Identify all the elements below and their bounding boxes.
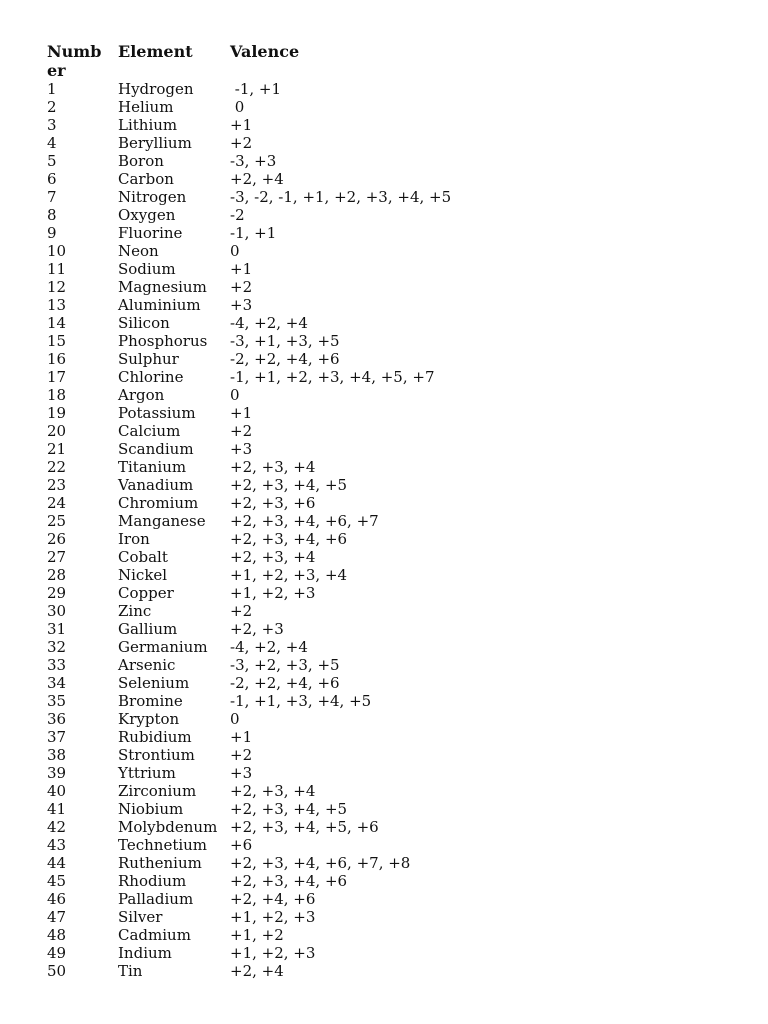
table-row — [47, 926, 727, 944]
table-row — [47, 620, 727, 638]
row-element: Ruthenium — [118, 854, 202, 872]
row-valence: +1, +2, +3 — [230, 944, 316, 962]
table-row — [47, 80, 727, 98]
table-body — [47, 80, 727, 980]
row-number: 42 — [47, 818, 67, 836]
row-element: Neon — [118, 242, 159, 260]
row-valence: -4, +2, +4 — [230, 314, 308, 332]
row-number: 26 — [47, 530, 67, 548]
table-row — [47, 872, 727, 890]
row-number: 2 — [47, 98, 57, 116]
row-element: Tin — [118, 962, 143, 980]
table-row — [47, 764, 727, 782]
row-valence: +2, +3, +4 — [230, 548, 316, 566]
row-valence: +1, +2 — [230, 926, 284, 944]
row-number: 15 — [47, 332, 67, 350]
row-valence: +2 — [230, 746, 253, 764]
row-element: Bromine — [118, 692, 183, 710]
row-element: Cobalt — [118, 548, 168, 566]
row-valence: +3 — [230, 764, 253, 782]
row-element: Germanium — [118, 638, 208, 656]
row-number: 39 — [47, 764, 67, 782]
row-number: 30 — [47, 602, 67, 620]
row-element: Yttrium — [118, 764, 176, 782]
table-row — [47, 710, 727, 728]
row-element: Sulphur — [118, 350, 179, 368]
table-row — [47, 602, 727, 620]
table-row — [47, 656, 727, 674]
table-row — [47, 674, 727, 692]
row-number: 10 — [47, 242, 67, 260]
row-valence: +2, +4 — [230, 170, 284, 188]
table-row — [47, 440, 727, 458]
table-row — [47, 746, 727, 764]
row-element: Cadmium — [118, 926, 191, 944]
table-row — [47, 296, 727, 314]
row-valence: +2, +3, +4, +6 — [230, 872, 348, 890]
row-number: 16 — [47, 350, 67, 368]
row-valence: +2, +3, +4, +5 — [230, 476, 348, 494]
table-row — [47, 476, 727, 494]
row-element: Zirconium — [118, 782, 197, 800]
row-valence: +2, +3, +4, +5 — [230, 800, 348, 818]
row-valence: +2, +3, +4, +6, +7 — [230, 512, 379, 530]
row-number: 4 — [47, 134, 57, 152]
row-element: Argon — [118, 386, 165, 404]
row-valence: -3, +1, +3, +5 — [230, 332, 340, 350]
row-valence: +2 — [230, 422, 253, 440]
table-header — [47, 42, 727, 80]
row-number: 25 — [47, 512, 67, 530]
row-element: Lithium — [118, 116, 178, 134]
table-row — [47, 584, 727, 602]
row-number: 20 — [47, 422, 67, 440]
row-number: 28 — [47, 566, 67, 584]
row-valence: +1 — [230, 116, 253, 134]
row-valence: +2, +3, +4, +6, +7, +8 — [230, 854, 411, 872]
row-valence: -4, +2, +4 — [230, 638, 308, 656]
table-row — [47, 368, 727, 386]
table-row — [47, 944, 727, 962]
row-number: 12 — [47, 278, 67, 296]
row-element: Arsenic — [118, 656, 176, 674]
row-element: Magnesium — [118, 278, 207, 296]
row-element: Indium — [118, 944, 172, 962]
row-number: 33 — [47, 656, 67, 674]
row-valence: +1 — [230, 260, 253, 278]
header-number: Number — [47, 42, 102, 80]
row-valence: 0 — [230, 242, 240, 260]
row-valence: -1, +1 — [230, 80, 282, 98]
row-element: Copper — [118, 584, 174, 602]
row-valence: +2 — [230, 278, 253, 296]
row-element: Technetium — [118, 836, 208, 854]
header-element: Element — [118, 42, 193, 61]
row-element: Hydrogen — [118, 80, 194, 98]
row-valence: 0 — [230, 710, 240, 728]
table-row — [47, 800, 727, 818]
table-row — [47, 98, 727, 116]
row-valence: -2 — [230, 206, 245, 224]
row-element: Rhodium — [118, 872, 187, 890]
row-valence: +1, +2, +3 — [230, 584, 316, 602]
row-element: Fluorine — [118, 224, 183, 242]
table-row — [47, 116, 727, 134]
row-element: Molybdenum — [118, 818, 218, 836]
row-element: Selenium — [118, 674, 190, 692]
row-number: 32 — [47, 638, 67, 656]
row-number: 35 — [47, 692, 67, 710]
table-row — [47, 206, 727, 224]
row-valence: 0 — [230, 98, 245, 116]
row-element: Zinc — [118, 602, 152, 620]
row-element: Gallium — [118, 620, 178, 638]
table-row — [47, 908, 727, 926]
row-element: Silver — [118, 908, 163, 926]
row-element: Helium — [118, 98, 174, 116]
row-number: 45 — [47, 872, 67, 890]
table-row — [47, 332, 727, 350]
row-number: 36 — [47, 710, 67, 728]
row-number: 6 — [47, 170, 57, 188]
table-row — [47, 566, 727, 584]
row-number: 38 — [47, 746, 67, 764]
row-number: 9 — [47, 224, 57, 242]
row-valence: +1, +2, +3, +4 — [230, 566, 348, 584]
row-element: Krypton — [118, 710, 180, 728]
row-number: 37 — [47, 728, 67, 746]
row-element: Nitrogen — [118, 188, 187, 206]
row-valence: +2, +3, +4 — [230, 782, 316, 800]
table-row — [47, 782, 727, 800]
row-element: Beryllium — [118, 134, 192, 152]
table-row — [47, 134, 727, 152]
row-number: 49 — [47, 944, 67, 962]
row-element: Chlorine — [118, 368, 184, 386]
table-row — [47, 386, 727, 404]
row-element: Rubidium — [118, 728, 192, 746]
row-element: Strontium — [118, 746, 195, 764]
row-element: Phosphorus — [118, 332, 208, 350]
table-row — [47, 548, 727, 566]
row-number: 7 — [47, 188, 57, 206]
row-number: 47 — [47, 908, 67, 926]
row-valence: +2 — [230, 134, 253, 152]
table-row — [47, 530, 727, 548]
table-row — [47, 890, 727, 908]
row-element: Palladium — [118, 890, 194, 908]
row-valence: +2, +3, +4 — [230, 458, 316, 476]
row-number: 1 — [47, 80, 57, 98]
table-row — [47, 692, 727, 710]
row-valence: +2 — [230, 602, 253, 620]
row-number: 11 — [47, 260, 67, 278]
row-number: 3 — [47, 116, 57, 134]
row-number: 29 — [47, 584, 67, 602]
row-number: 50 — [47, 962, 67, 980]
row-valence: +3 — [230, 440, 253, 458]
row-element: Aluminium — [118, 296, 201, 314]
row-valence: +2, +3, +6 — [230, 494, 316, 512]
table-row — [47, 152, 727, 170]
row-number: 43 — [47, 836, 67, 854]
table-row — [47, 422, 727, 440]
row-number: 34 — [47, 674, 67, 692]
row-number: 19 — [47, 404, 67, 422]
row-element: Boron — [118, 152, 164, 170]
row-valence: +2, +3, +4, +5, +6 — [230, 818, 379, 836]
row-element: Vanadium — [118, 476, 194, 494]
row-element: Carbon — [118, 170, 174, 188]
row-valence: +1 — [230, 728, 253, 746]
row-valence: +6 — [230, 836, 253, 854]
row-number: 18 — [47, 386, 67, 404]
row-number: 41 — [47, 800, 67, 818]
row-valence: +3 — [230, 296, 253, 314]
table-row — [47, 188, 727, 206]
table-row — [47, 818, 727, 836]
row-element: Calcium — [118, 422, 181, 440]
table-row — [47, 170, 727, 188]
row-valence: -3, +2, +3, +5 — [230, 656, 340, 674]
row-valence: -1, +1, +2, +3, +4, +5, +7 — [230, 368, 435, 386]
table-row — [47, 260, 727, 278]
row-number: 44 — [47, 854, 67, 872]
row-number: 17 — [47, 368, 67, 386]
row-valence: 0 — [230, 386, 240, 404]
row-valence: -2, +2, +4, +6 — [230, 674, 340, 692]
row-number: 27 — [47, 548, 67, 566]
row-element: Sodium — [118, 260, 176, 278]
row-element: Manganese — [118, 512, 206, 530]
row-valence: -3, -2, -1, +1, +2, +3, +4, +5 — [230, 188, 452, 206]
row-valence: -3, +3 — [230, 152, 277, 170]
row-valence: +1 — [230, 404, 253, 422]
row-element: Potassium — [118, 404, 196, 422]
row-number: 23 — [47, 476, 67, 494]
row-number: 22 — [47, 458, 67, 476]
row-valence: +2, +3 — [230, 620, 284, 638]
table-row — [47, 854, 727, 872]
row-valence: -1, +1 — [230, 224, 277, 242]
table-row — [47, 350, 727, 368]
table-row — [47, 404, 727, 422]
row-number: 5 — [47, 152, 57, 170]
row-number: 8 — [47, 206, 57, 224]
table-row — [47, 314, 727, 332]
row-valence: +2, +4, +6 — [230, 890, 316, 908]
table-row — [47, 962, 727, 980]
table-row — [47, 728, 727, 746]
row-element: Scandium — [118, 440, 194, 458]
row-element: Oxygen — [118, 206, 176, 224]
table-row — [47, 278, 727, 296]
row-valence: -2, +2, +4, +6 — [230, 350, 340, 368]
valence-table — [47, 42, 727, 980]
row-number: 48 — [47, 926, 67, 944]
row-element: Nickel — [118, 566, 168, 584]
table-row — [47, 638, 727, 656]
row-valence: +1, +2, +3 — [230, 908, 316, 926]
row-valence: +2, +4 — [230, 962, 284, 980]
row-element: Silicon — [118, 314, 170, 332]
table-row — [47, 458, 727, 476]
table-row — [47, 242, 727, 260]
row-valence: -1, +1, +3, +4, +5 — [230, 692, 372, 710]
row-element: Titanium — [118, 458, 187, 476]
row-number: 31 — [47, 620, 67, 638]
table-row — [47, 494, 727, 512]
row-number: 24 — [47, 494, 67, 512]
row-element: Chromium — [118, 494, 199, 512]
row-element: Iron — [118, 530, 150, 548]
row-element: Niobium — [118, 800, 184, 818]
header-valence: Valence — [230, 42, 300, 61]
row-number: 40 — [47, 782, 67, 800]
row-number: 13 — [47, 296, 67, 314]
row-valence: +2, +3, +4, +6 — [230, 530, 348, 548]
row-number: 14 — [47, 314, 67, 332]
table-row — [47, 512, 727, 530]
table-row — [47, 224, 727, 242]
row-number: 21 — [47, 440, 67, 458]
table-row — [47, 836, 727, 854]
row-number: 46 — [47, 890, 67, 908]
